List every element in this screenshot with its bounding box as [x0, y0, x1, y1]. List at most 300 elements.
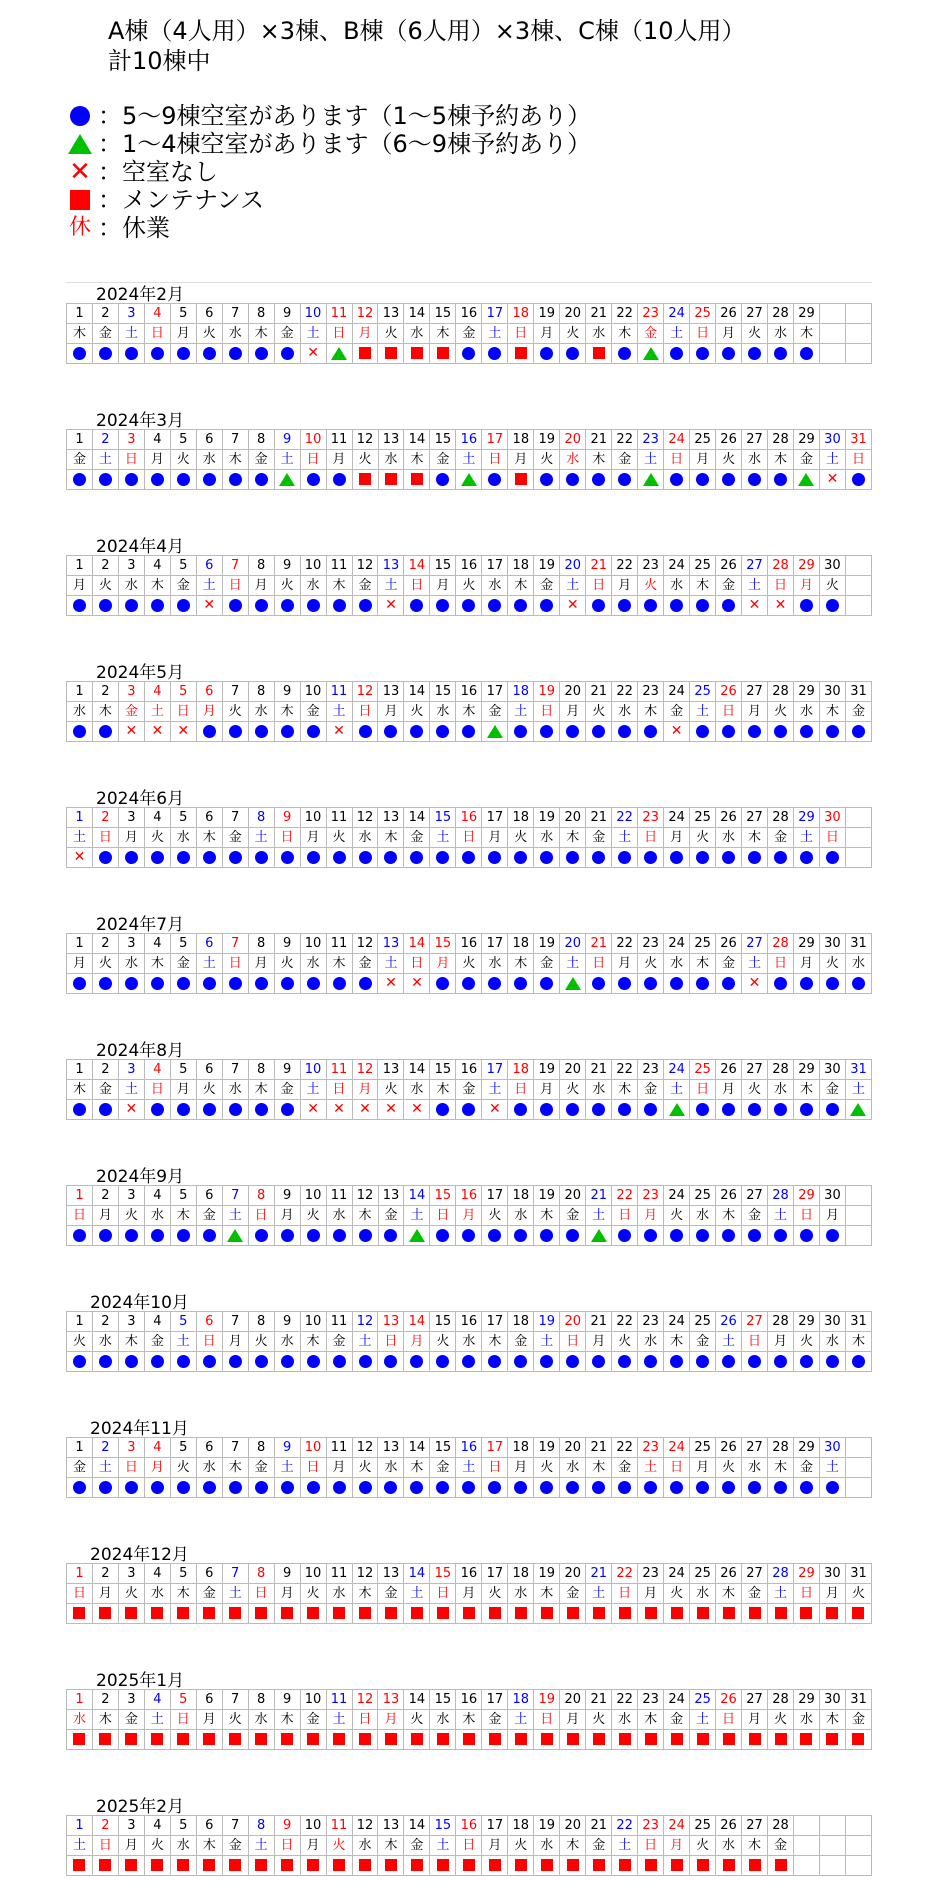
weekday-cell: 金	[819, 1080, 845, 1100]
weekday-cell: 日	[534, 1710, 560, 1730]
circle-icon	[566, 473, 579, 486]
square-icon	[800, 1607, 812, 1619]
status-cell	[819, 848, 845, 868]
status-cell	[716, 1478, 742, 1498]
weekday-cell: 水	[144, 1584, 170, 1604]
date-cell: 3	[118, 1312, 144, 1332]
square-icon	[125, 1733, 137, 1745]
date-cell: 19	[534, 1690, 560, 1710]
weekday-cell: 金	[534, 576, 560, 596]
square-icon	[203, 1859, 215, 1871]
cross-icon: ✕	[69, 157, 91, 187]
status-cell	[845, 1478, 871, 1498]
status-cell	[534, 470, 560, 490]
status-cell	[845, 848, 871, 868]
weekday-cell: 金	[456, 1080, 482, 1100]
weekday-cell: 木	[326, 576, 352, 596]
status-cell	[378, 1226, 404, 1246]
facility-summary: A棟（4人用）×3棟、B棟（6人用）×3棟、C棟（10人用）	[108, 17, 746, 45]
circle-icon	[540, 1355, 553, 1368]
circle-icon	[748, 1229, 761, 1242]
date-cell: 21	[586, 934, 612, 954]
weekday-cell: 火	[456, 576, 482, 596]
date-cell: 6	[196, 430, 222, 450]
circle-icon	[722, 1355, 735, 1368]
date-cell: 5	[170, 1438, 196, 1458]
weekday-cell: 金	[92, 324, 118, 344]
weekday-cell: 金	[300, 1710, 326, 1730]
status-cell	[768, 1352, 794, 1372]
date-cell: 5	[170, 934, 196, 954]
circle-icon	[177, 977, 190, 990]
status-cell	[690, 1352, 716, 1372]
date-cell: 23	[638, 1816, 664, 1836]
square-icon	[385, 347, 397, 359]
circle-icon	[826, 725, 839, 738]
status-cell	[144, 1604, 170, 1624]
circle-icon	[670, 977, 683, 990]
status-cell	[222, 596, 248, 616]
weekday-cell: 水	[430, 1710, 456, 1730]
circle-icon	[281, 1103, 294, 1116]
circle-icon	[151, 347, 164, 360]
circle-icon	[644, 1103, 657, 1116]
status-cell	[482, 1730, 508, 1750]
weekday-cell: 日	[664, 450, 690, 470]
date-cell: 17	[482, 1816, 508, 1836]
status-cell	[716, 974, 742, 994]
weekday-cell: 水	[768, 324, 794, 344]
circle-icon	[462, 347, 475, 360]
status-cell	[716, 1226, 742, 1246]
circle-icon	[618, 1229, 631, 1242]
status-cell	[352, 722, 378, 742]
status-cell	[742, 470, 768, 490]
circle-icon	[696, 1103, 709, 1116]
status-cell	[638, 1730, 664, 1750]
status-cell	[768, 470, 794, 490]
status-cell	[67, 470, 93, 490]
date-cell: 5	[170, 430, 196, 450]
status-cell	[378, 596, 404, 616]
status-cell	[819, 470, 845, 490]
circle-icon	[462, 599, 475, 612]
circle-icon	[333, 1229, 346, 1242]
weekday-cell: 金	[378, 1206, 404, 1226]
status-cell	[664, 974, 690, 994]
weekday-cell: 木	[144, 576, 170, 596]
status-cell	[326, 1730, 352, 1750]
weekday-cell: 水	[248, 1710, 274, 1730]
status-cell	[793, 974, 819, 994]
weekday-cell: 土	[170, 1332, 196, 1352]
status-cell	[378, 1856, 404, 1876]
circle-icon	[436, 725, 449, 738]
square-icon	[229, 1733, 241, 1745]
date-cell: 16	[456, 1312, 482, 1332]
weekday-cell: 火	[404, 702, 430, 722]
circle-icon	[722, 599, 735, 612]
circle-icon	[462, 1481, 475, 1494]
date-cell: 28	[768, 1438, 794, 1458]
circle-icon	[177, 1355, 190, 1368]
square-icon	[800, 1733, 812, 1745]
weekday-cell: 火	[378, 324, 404, 344]
status-cell	[793, 722, 819, 742]
square-icon	[489, 1607, 501, 1619]
date-cell: 24	[664, 1564, 690, 1584]
square-icon	[411, 1733, 423, 1745]
status-cell	[378, 344, 404, 364]
circle-icon	[800, 1355, 813, 1368]
date-cell: 24	[664, 808, 690, 828]
weekday-cell: 水	[118, 576, 144, 596]
circle-icon	[644, 851, 657, 864]
status-cell	[794, 470, 820, 490]
weekday-cell: 月	[378, 1710, 404, 1730]
weekday-cell: 水	[482, 576, 508, 596]
status-cell	[742, 974, 768, 994]
weekday-row	[67, 1458, 872, 1478]
date-cell: 17	[482, 430, 508, 450]
date-cell: 10	[300, 556, 326, 576]
weekday-cell: 火	[144, 1836, 170, 1856]
status-cell	[248, 974, 274, 994]
weekday-cell: 金	[716, 576, 742, 596]
square-icon	[333, 1733, 345, 1745]
date-cell: 10	[300, 1690, 326, 1710]
circle-icon	[203, 1103, 216, 1116]
circle-icon	[670, 599, 683, 612]
weekday-cell: 木	[404, 1458, 430, 1478]
weekday-cell: 火	[404, 1710, 430, 1730]
date-cell: 26	[716, 556, 742, 576]
status-cell	[92, 1730, 118, 1750]
status-cell	[222, 1100, 248, 1120]
status-row	[67, 596, 872, 616]
date-cell: 3	[118, 1438, 144, 1458]
circle-icon	[384, 1481, 397, 1494]
circle-icon	[125, 977, 138, 990]
status-cell	[664, 596, 690, 616]
cross-icon: ✕	[488, 1101, 501, 1118]
date-cell: 17	[482, 682, 508, 702]
weekday-cell: 金	[170, 576, 196, 596]
date-cell: 18	[508, 1186, 534, 1206]
square-icon	[567, 1859, 579, 1871]
triangle-icon	[643, 473, 659, 486]
date-cell: 7	[222, 934, 248, 954]
weekday-cell: 月	[560, 1710, 586, 1730]
circle-icon	[540, 851, 553, 864]
date-cell: 20	[560, 1312, 586, 1332]
status-cell	[67, 1100, 93, 1120]
date-cell: 28	[768, 430, 794, 450]
date-cell: 9	[274, 556, 300, 576]
status-cell	[793, 1604, 819, 1624]
date-cell: 4	[144, 1312, 170, 1332]
cross-icon: ✕	[125, 723, 138, 740]
status-cell	[664, 1856, 690, 1876]
weekday-cell: 月	[326, 1458, 352, 1478]
weekday-cell: 日	[690, 1080, 716, 1100]
square-icon	[463, 1733, 475, 1745]
status-cell	[118, 722, 144, 742]
circle-icon	[748, 1103, 761, 1116]
square-icon	[437, 1733, 449, 1745]
date-cell: 28	[768, 1186, 794, 1206]
date-cell: 2	[92, 1186, 118, 1206]
status-cell	[586, 1352, 612, 1372]
square-icon	[723, 1607, 735, 1619]
date-cell: 20	[560, 808, 586, 828]
circle-icon	[151, 851, 164, 864]
weekday-cell: 月	[326, 450, 352, 470]
status-cell	[326, 1856, 352, 1876]
status-cell	[612, 1100, 638, 1120]
weekday-cell: 日	[67, 1584, 93, 1604]
weekday-cell: 金	[274, 324, 300, 344]
date-cell: 29	[793, 808, 819, 828]
weekday-cell: 火	[560, 324, 586, 344]
date-cell: 29	[794, 1186, 820, 1206]
circle-icon	[73, 1355, 86, 1368]
weekday-cell: 日	[222, 954, 248, 974]
status-cell	[482, 1604, 508, 1624]
circle-icon	[696, 977, 709, 990]
circle-icon	[618, 1481, 631, 1494]
square-icon	[359, 347, 371, 359]
date-cell: 27	[742, 682, 768, 702]
status-cell	[248, 1730, 274, 1750]
weekday-cell: 金	[716, 954, 742, 974]
status-cell	[248, 470, 274, 490]
status-cell	[118, 1856, 144, 1876]
circle-icon	[540, 599, 553, 612]
status-cell	[534, 596, 560, 616]
weekday-cell: 土	[793, 828, 819, 848]
date-cell: 1	[67, 682, 93, 702]
status-cell	[326, 1100, 352, 1120]
date-cell: 5	[170, 1060, 196, 1080]
weekday-cell: 日	[638, 828, 664, 848]
status-cell	[586, 1856, 612, 1876]
status-cell	[716, 344, 742, 364]
square-icon	[541, 1859, 553, 1871]
date-cell: 22	[612, 1564, 638, 1584]
weekday-cell: 水	[768, 1080, 794, 1100]
status-cell	[456, 1856, 482, 1876]
triangle-icon	[669, 1103, 685, 1116]
square-icon	[411, 473, 423, 485]
square-icon	[255, 1733, 267, 1745]
weekday-cell: 日	[482, 1458, 508, 1478]
circle-icon	[125, 851, 138, 864]
weekday-cell: 木	[430, 1080, 456, 1100]
status-cell	[612, 1352, 638, 1372]
status-cell	[170, 1352, 196, 1372]
square-icon	[619, 1607, 631, 1619]
date-cell: 20	[560, 1186, 586, 1206]
date-cell: 13	[378, 430, 404, 450]
status-cell	[819, 1856, 845, 1876]
weekday-cell: 火	[638, 954, 664, 974]
date-cell: 12	[352, 304, 378, 324]
status-cell	[92, 344, 118, 364]
status-cell	[170, 1604, 196, 1624]
date-cell: 14	[404, 808, 430, 828]
date-cell: 1	[67, 1690, 93, 1710]
weekday-cell: 金	[690, 1332, 716, 1352]
date-cell: 15	[430, 934, 456, 954]
status-cell	[430, 344, 456, 364]
status-cell	[560, 596, 586, 616]
weekday-cell: 土	[638, 450, 664, 470]
circle-icon	[540, 1481, 553, 1494]
circle-icon	[255, 851, 268, 864]
circle-icon	[670, 473, 683, 486]
status-cell	[845, 344, 871, 364]
weekday-cell: 金	[222, 1836, 248, 1856]
status-cell	[586, 344, 612, 364]
square-icon	[697, 1607, 709, 1619]
status-cell	[92, 1856, 118, 1876]
date-cell: 10	[300, 1312, 326, 1332]
square-icon	[177, 1859, 189, 1871]
weekday-cell: 水	[170, 828, 196, 848]
weekday-cell: 水	[300, 954, 326, 974]
date-cell: 9	[274, 1816, 300, 1836]
date-cell: 19	[534, 304, 560, 324]
date-cell: 27	[742, 1816, 768, 1836]
weekday-cell: 土	[352, 1332, 378, 1352]
date-cell: 13	[378, 556, 404, 576]
status-cell	[67, 1730, 93, 1750]
circle-icon	[436, 1355, 449, 1368]
circle-icon	[618, 977, 631, 990]
weekday-cell: 金	[768, 828, 794, 848]
status-cell	[819, 1604, 845, 1624]
status-cell	[404, 1730, 430, 1750]
weekday-cell: 水	[67, 702, 93, 722]
weekday-cell: 土	[586, 1206, 612, 1226]
weekday-cell: 月	[819, 1206, 845, 1226]
date-cell: 24	[664, 556, 690, 576]
date-cell: 26	[716, 304, 742, 324]
date-cell: 24	[664, 1186, 690, 1206]
weekday-cell: 金	[118, 702, 144, 722]
status-cell	[768, 1100, 794, 1120]
circle-icon	[307, 725, 320, 738]
square-icon	[645, 1859, 657, 1871]
date-cell: 5	[170, 808, 196, 828]
circle-icon	[800, 599, 813, 612]
status-cell	[793, 1100, 819, 1120]
status-cell	[716, 722, 742, 742]
circle-icon	[514, 977, 527, 990]
weekday-cell: 金	[326, 1332, 352, 1352]
legend-kyu	[66, 214, 591, 242]
weekday-cell: 火	[92, 576, 118, 596]
status-cell	[456, 848, 482, 868]
square-icon	[385, 1733, 397, 1745]
status-cell	[845, 722, 871, 742]
date-cell: 10	[300, 430, 326, 450]
circle-icon	[436, 851, 449, 864]
weekday-cell: 木	[690, 954, 716, 974]
weekday-cell: 火	[612, 1332, 638, 1352]
status-cell	[482, 1478, 508, 1498]
date-cell: 30	[819, 934, 845, 954]
status-cell	[352, 596, 378, 616]
cross-icon: ✕	[333, 723, 345, 740]
status-cell	[716, 1856, 742, 1876]
status-cell	[560, 1478, 586, 1498]
triangle-icon	[643, 347, 659, 360]
circle-icon	[670, 1481, 683, 1494]
weekday-cell: 木	[248, 1080, 274, 1100]
weekday-cell: 金	[612, 1458, 638, 1478]
weekday-cell: 火	[716, 450, 742, 470]
status-cell	[664, 722, 690, 742]
date-cell: 29	[793, 1438, 819, 1458]
weekday-cell: 木	[586, 450, 612, 470]
weekday-cell: 金	[274, 1080, 300, 1100]
status-cell	[638, 848, 664, 868]
date-cell: 20	[560, 934, 586, 954]
date-cell: 8	[248, 556, 274, 576]
date-cell: 4	[144, 1186, 170, 1206]
weekday-cell: 日	[612, 1584, 638, 1604]
weekday-cell: 金	[248, 450, 274, 470]
weekday-cell: 火	[248, 1332, 274, 1352]
date-cell: 10	[300, 934, 326, 954]
square-icon	[437, 1859, 449, 1871]
date-cell: 11	[326, 808, 352, 828]
status-cell	[404, 1226, 430, 1246]
date-cell: 2	[92, 682, 118, 702]
status-cell	[430, 1730, 456, 1750]
date-cell: 8	[248, 1564, 274, 1584]
month-title: 2024年9月	[96, 1167, 185, 1187]
circle-icon	[359, 599, 372, 612]
date-cell: 9	[274, 1564, 300, 1584]
status-cell	[508, 1352, 534, 1372]
status-cell	[638, 1352, 664, 1372]
status-cell	[612, 344, 638, 364]
status-cell	[118, 1100, 144, 1120]
date-cell: 22	[612, 1438, 638, 1458]
date-cell: 23	[638, 1564, 664, 1584]
cross-icon: ✕	[748, 597, 761, 614]
weekday-cell: 木	[404, 450, 430, 470]
weekday-cell: 水	[274, 1332, 300, 1352]
circle-icon	[281, 977, 294, 990]
status-cell	[196, 1730, 222, 1750]
weekday-cell: 木	[378, 828, 404, 848]
date-cell: 9	[274, 1438, 300, 1458]
status-cell	[845, 1604, 871, 1624]
status-row	[67, 974, 872, 994]
status-cell	[430, 596, 456, 616]
weekday-row	[67, 1332, 872, 1352]
weekday-cell: 水	[793, 702, 819, 722]
square-icon	[645, 1607, 657, 1619]
circle-icon	[99, 599, 112, 612]
status-cell	[404, 344, 430, 364]
square-icon	[125, 1859, 137, 1871]
circle-icon	[203, 977, 216, 990]
